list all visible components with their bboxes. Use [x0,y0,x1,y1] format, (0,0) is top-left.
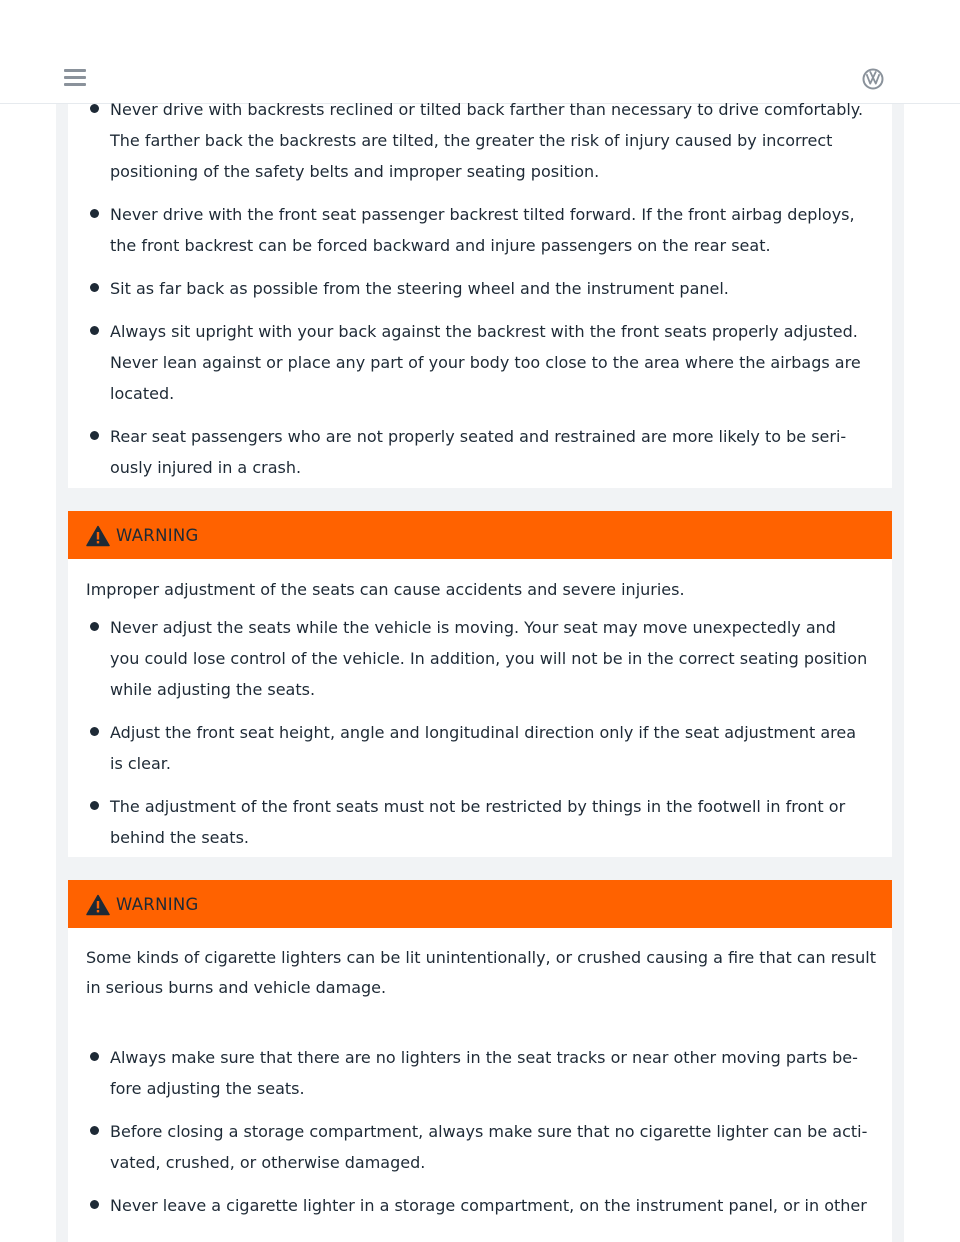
warning-box-seat-adjustment [68,511,892,857]
list-item: Never drive with the front seat passenger backrest tilted forward. If the front airbag deploys, the front backrest can be forced backward and injure passengers on the rear seat. [68,199,892,261]
list-item: Never drive with backrests reclined or tilted back farther than necessary to drive comfortably. The farther back the backrests are tilted, the greater the risk of injury caused by incorrect positioning of the safety belts and improper seating position. [68,94,892,187]
warning-list [68,612,892,865]
page-content [56,100,904,1242]
list-item: Adjust the front seat height, angle and longitudinal direction only if the seat adjustment area is clear. [68,717,892,779]
list-item: Before closing a storage compartment, always make sure that no cigarette lighter can be activated, crushed, or otherwise damaged. [68,1116,892,1178]
top-bar [0,0,960,104]
vw-logo-icon[interactable] [862,68,884,90]
list-item: Never leave a cigarette lighter in a storage compartment, on the instrument panel, or in other [68,1190,892,1221]
warning-triangle-icon [86,894,110,916]
list-item: Always make sure that there are no lighters in the seat tracks or near other moving parts before adjusting the seats. [68,1042,892,1104]
warning-header [68,880,892,928]
list-item: The adjustment of the front seats must not be restricted by things in the footwell in front or behind the seats. [68,791,892,853]
safety-notes-list [68,94,892,495]
warning-intro: Improper adjustment of the seats can cause accidents and severe injuries. [86,580,685,599]
warning-header [68,511,892,559]
warning-title: WARNING [116,526,199,545]
list-item: Never adjust the seats while the vehicle is moving. Your seat may move unexpectedly and you could lose control of the vehicle. In addition, you will not be in the correct seating position while adjusting the seats. [68,612,892,705]
list-item: Always sit upright with your back against the backrest with the front seats properly adjusted. Never lean against or place any part of your body too close to the area where the airbags are located. [68,316,892,409]
safety-notes-card [68,100,892,488]
warning-title: WARNING [116,895,199,914]
warning-list [68,1042,892,1233]
warning-triangle-icon [86,525,110,547]
list-item: Sit as far back as possible from the steering wheel and the instrument panel. [68,273,892,304]
menu-icon[interactable] [64,69,86,87]
warning-intro: Some kinds of cigarette lighters can be lit unintentionally, or crushed causing a fire that can result in serious burns and vehicle damage. [86,948,876,997]
warning-box-cigarette-lighters [68,880,892,1242]
list-item: Rear seat passengers who are not properly seated and restrained are more likely to be seriously injured in a crash. [68,421,892,483]
